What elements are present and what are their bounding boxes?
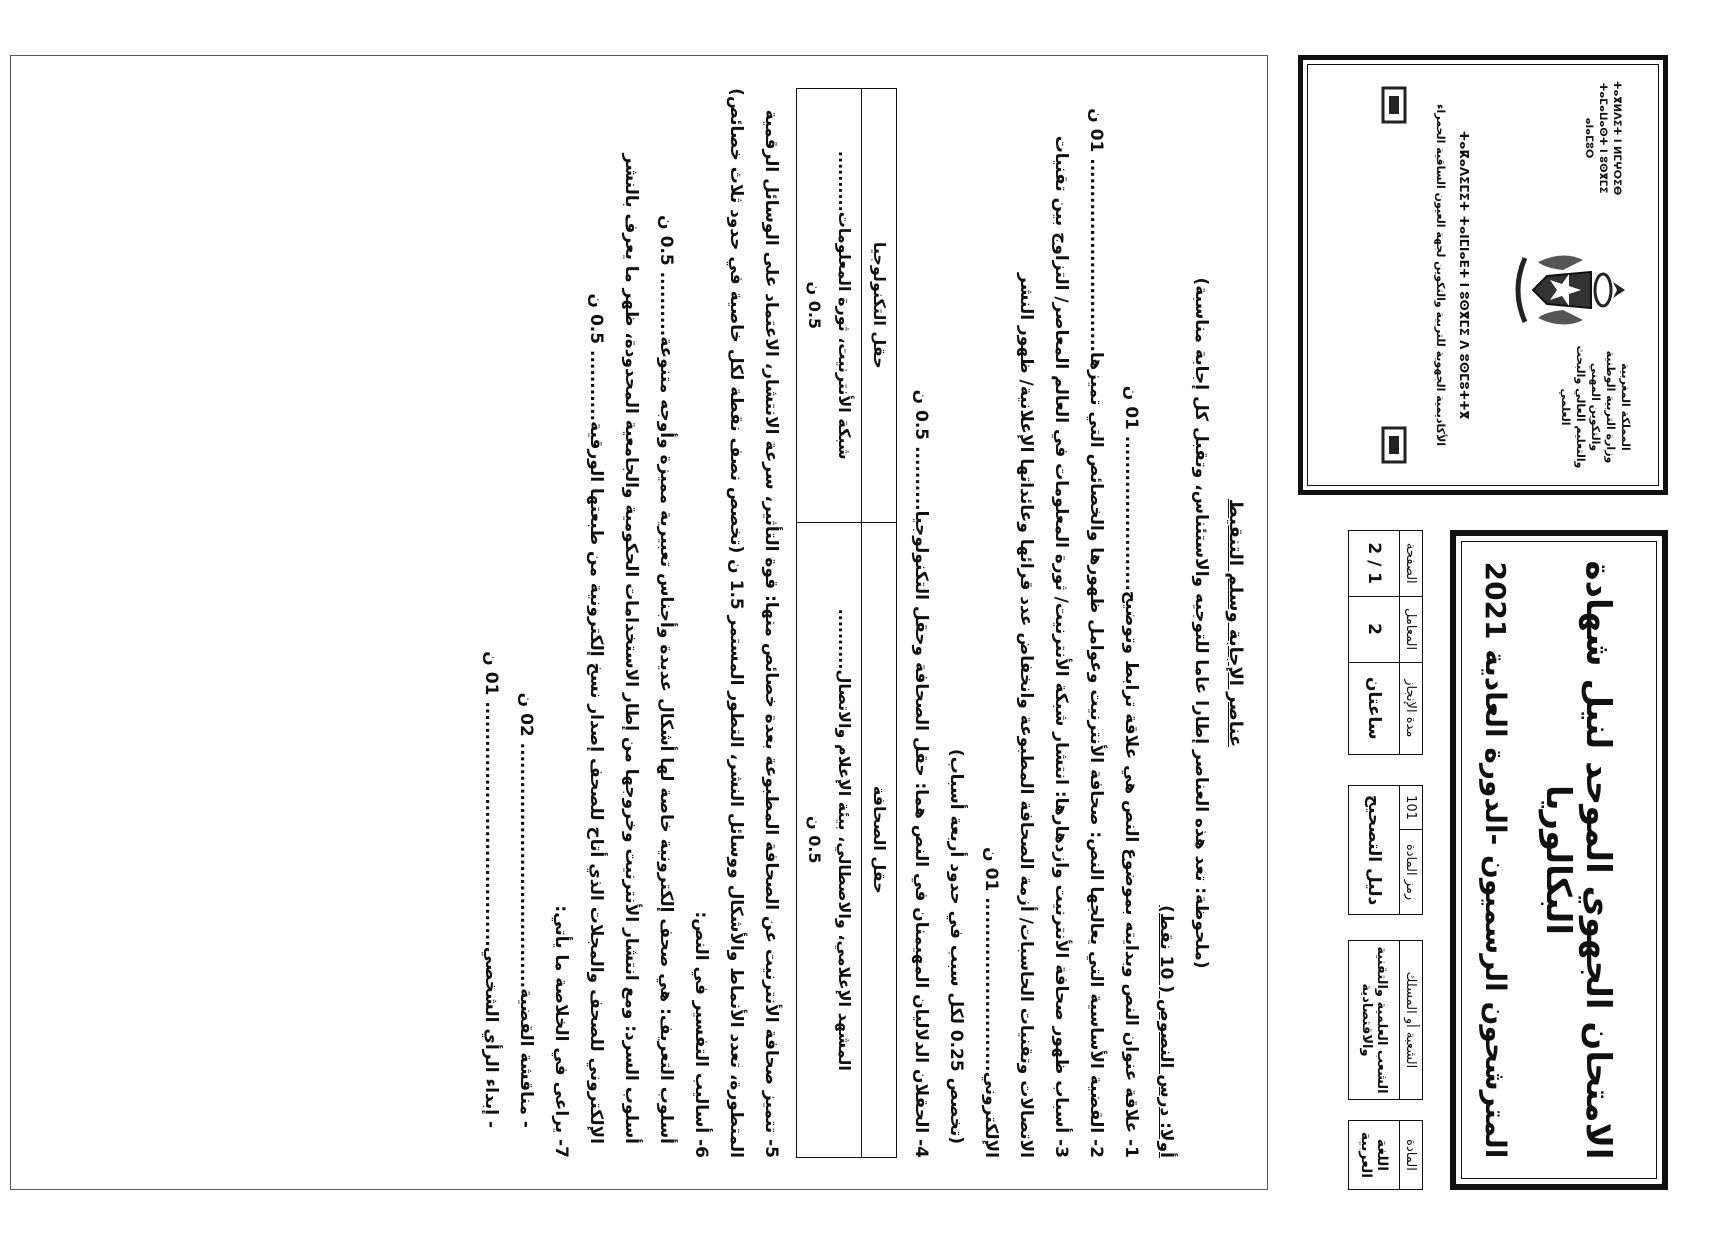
page-number: 1 / 2 bbox=[1349, 531, 1400, 597]
grade: 01 ن bbox=[981, 847, 1001, 892]
branch-label: الشعبة أو المسلك bbox=[1400, 941, 1423, 1100]
field-header-press: حقل الصحافة bbox=[862, 522, 897, 1157]
coat-of-arms-icon bbox=[1503, 240, 1633, 340]
question-5: 5- تتميز صحافة الأنترنيت عن الصحافة المطبوعة بعدة خصائص منها: قوة التأثير، سرعة الانتشار، الاعتماد على الوسائل الرقمية المتطورة، تعدد الأنماط والأشكال ووسائل النشر، التطور المستمر 1.5 ن (تخصص نصف نقطة لكل خاصية في حدود ثلاث خصائص) bbox=[726, 88, 781, 1158]
subject-label: المادة bbox=[1400, 1121, 1423, 1190]
subject-value: اللغة العربية bbox=[1349, 1121, 1400, 1190]
question-6-definition: أسلوب التعريف: هي صحف إلكترونية خاصة لها أشكال عديدة وأجناس تعبيرية مميزة وأوجه متنوعة.......... 0.5 ن bbox=[656, 215, 676, 1144]
correction-note: (ملحوظة: تعد هذه العناصر إطارا عاما للتوجيه والاستئناس، وتقبل كل إجابة مناسبة) bbox=[1191, 277, 1211, 969]
part-one-title: أولا: درس النصوص ( 10 نقط) bbox=[1156, 905, 1176, 1158]
exam-title: الامتحان الجهوي الموحد لنيل شهادة البكالوريا bbox=[1538, 560, 1618, 1160]
subject-code-label: رمز المادة bbox=[1400, 830, 1423, 915]
grade: 1.5 ن bbox=[726, 559, 746, 610]
question-3-scoring-note: (تخصص 0.25 لكل سبب في حدود أربعة أسباب) bbox=[946, 748, 966, 1144]
question-7: 7- يراعى في الخلاصة ما يأتي: bbox=[551, 905, 571, 1158]
ministry-logo-box bbox=[1298, 55, 1668, 495]
document-type: دليل التصحيح bbox=[1349, 786, 1400, 915]
question-6-narration: أسلوب السرد: ومع انتشار الأنترنيت وخروجها من إطار الاستخدامات الحكومية والجامعية المحدودة، ظهر ما يعرف بالنشر الإلكتروني للصحف والمجلات الذي أتاح للصحف إصدار نسخ إلكترونية من طبعتها الورقية........... 0.5 ن bbox=[586, 153, 641, 1144]
question-3: 3- أسباب ظهور صحافة الأنترنيت وازدهارها: انتشار شبكة الأنترنيت/ ثورة المعلومات في العالم المعاصر/ التزاوج بين تقنيات الاتصالات وتقنيات الحاسبات/ أزمة الصحافة المطبوعة وانخفاض عدد قرائها وعائداتها الإعلانية/ ظهور النشر الإلكتروني........................... 01 ن bbox=[981, 135, 1071, 1158]
grade: 0.5 ن bbox=[805, 281, 824, 330]
grade: 0.5 ن bbox=[805, 815, 824, 864]
grade: 01 ن bbox=[1086, 108, 1106, 153]
branch-table bbox=[1348, 940, 1423, 1100]
grade: 01 ن bbox=[481, 651, 501, 696]
grade: 0.5 ن bbox=[586, 293, 606, 345]
grade: 0.5 ن bbox=[911, 389, 931, 441]
academy-name-arabic: الأكاديمية الجهوية للتربية والتكوين لجهة العيون الساقية الحمراء bbox=[1434, 103, 1447, 447]
question-2: 2- القضية الأساسية التي يعالجها النص: صحافة الأنترنيت وعوامل ظهورها والخصائص التي تميزها.............................. 01 ن bbox=[1086, 108, 1106, 1158]
coef-label: المعامل bbox=[1400, 596, 1423, 662]
exam-center-logo-icon bbox=[1373, 422, 1413, 468]
field-header-technology: حقل التكنولوجيا bbox=[862, 89, 897, 523]
section-title: عناصر الإجابة وسلم التنقيط bbox=[1225, 498, 1246, 748]
question-6: 6- أساليب التفسير في النص: bbox=[691, 911, 711, 1158]
branch-value: الشعب العلمية والتقنية والاقتصادية bbox=[1349, 941, 1400, 1100]
academy-name-tifinagh: ⵜⴰⴽⴰⴷⵉⵎⵉⵜ ⵜⴰⵏⵎⵏⴰⴹⵜ ⵏ ⵓⵙⴳⵎⵉ ⴷ ⵓⵙⵎⵓⵜⵜⴳ bbox=[1457, 130, 1471, 420]
ministry-name-tifinagh: ⵜⴰⴳⵍⴷⵉⵜ ⵏ ⵍⵎⵖⵔⵉⴱ ⵜⴰⵎⴰⵡⴰⵙⵜ ⵏ ⵓⵙⴳⵎⵉ ⴰⵏⴰⵎⵓⵔ bbox=[1583, 80, 1622, 196]
subject-table bbox=[1348, 1120, 1423, 1190]
grade: 0.5 ن bbox=[656, 215, 676, 266]
subject-code-table bbox=[1348, 785, 1423, 915]
field-press-words: المشهد الإعلامي، والاصطالي، بيئة الإعلام والاتصال.......... 0.5 ن bbox=[797, 522, 862, 1157]
academy-logo-icon bbox=[1373, 82, 1413, 128]
exam-session: المترشحون الرسميون -الدورة العادية 2021 bbox=[1479, 561, 1512, 1159]
question-7-opinion: - إبداء الرأي الشخصي...................................... 01 ن bbox=[481, 651, 501, 1128]
coef-value: 2 bbox=[1349, 596, 1400, 662]
header bbox=[1298, 55, 1668, 1190]
grade: 02 ن bbox=[516, 692, 536, 737]
answer-key-content bbox=[473, 88, 1253, 1158]
question-4: 4- الحقلان الدلاليان المهيمنان في النص هما: حقل الصحافة وحقل التكنولوجيا.......... 0.5 ن bbox=[911, 389, 931, 1158]
page-label: الصفحة bbox=[1400, 531, 1423, 597]
duration-coef-page-table bbox=[1348, 530, 1423, 755]
question-7-discussion: - مناقشة القضية...................................... 02 ن bbox=[516, 692, 536, 1128]
duration-label: مدة الإنجاز bbox=[1400, 662, 1423, 754]
exam-title-box bbox=[1450, 530, 1668, 1190]
grade: 01 ن bbox=[1121, 385, 1141, 430]
semantic-fields-table bbox=[796, 88, 897, 1158]
duration-value: ساعتان bbox=[1349, 662, 1400, 754]
question-1: 1- علاقة عنوان النص وبدايته بموضوع النص هي علاقة ترابط وتوضيح........................ 01 ن bbox=[1121, 385, 1141, 1158]
field-technology-words: شبكة الأنترنيت، ثورة المعلومات.......... 0.5 ن bbox=[797, 89, 862, 523]
subject-code-value: 101 bbox=[1400, 786, 1423, 830]
ministry-name-arabic: المملكة المغربية وزارة التربية الوطنية والتكوين المهني والتعليم العالي والبحث العلمي bbox=[1559, 345, 1632, 469]
